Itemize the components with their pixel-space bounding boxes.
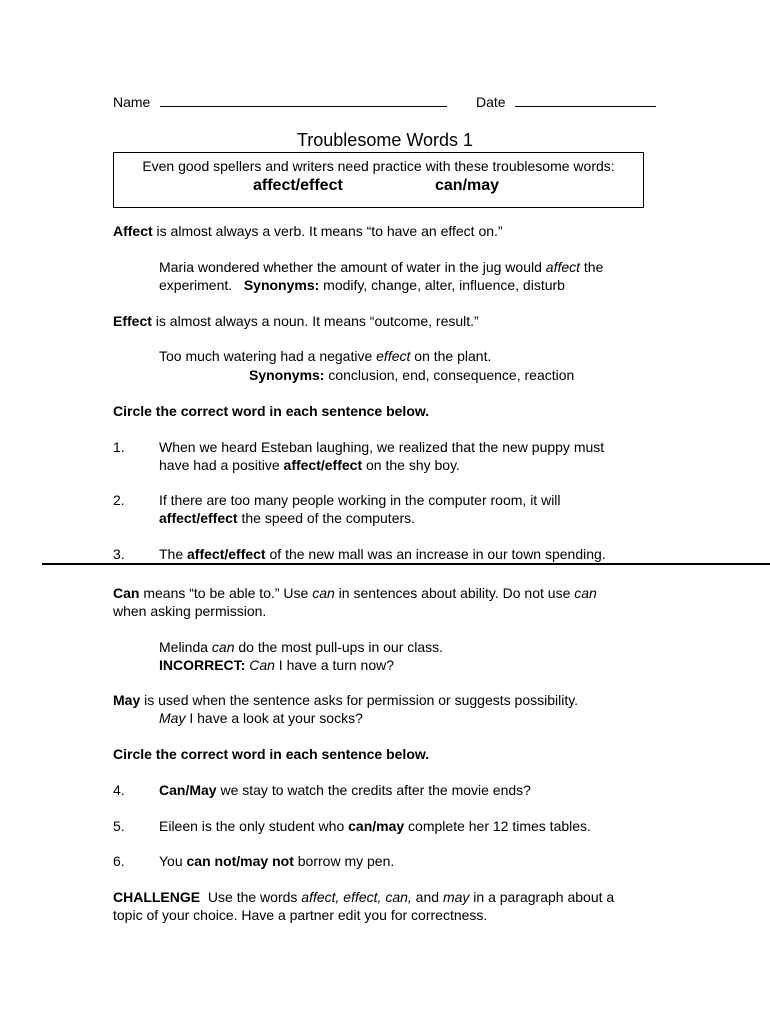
item-number: 6.	[113, 853, 125, 869]
can-example: Melinda can do the most pull-ups in our class.	[159, 639, 444, 655]
choice-can-may[interactable]: Can/May	[159, 782, 217, 798]
word-pair-can-may: can/may	[435, 177, 500, 194]
question-6: You can not/may not borrow my pen.	[159, 853, 395, 869]
question-2-line-1: If there are too many people working in the computer room, it will	[159, 492, 561, 508]
may-definition: May is used when the sentence asks for permission or suggests possibility.	[113, 692, 579, 708]
effect-definition: Effect is almost always a noun. It means “outcome, result.”	[113, 313, 479, 329]
intro-text: Even good spellers and writers need practice with these troublesome words:	[142, 158, 615, 174]
choice-affect-effect[interactable]: affect/effect	[187, 546, 266, 562]
name-field-row	[113, 93, 447, 111]
question-1-line-1: When we heard Esteban laughing, we realized that the new puppy must	[159, 439, 605, 455]
affect-definition: Affect is almost always a verb. It means “to have an effect on.”	[113, 223, 503, 239]
item-number: 3.	[113, 546, 125, 562]
item-number: 1.	[113, 439, 125, 455]
challenge-line-2: topic of your choice. Have a partner edit you for correctness.	[113, 907, 488, 923]
name-blank[interactable]	[160, 94, 447, 107]
date-field-row	[476, 93, 656, 111]
choice-affect-effect[interactable]: affect/effect	[159, 510, 238, 526]
item-number: 4.	[113, 782, 125, 798]
item-number: 2.	[113, 492, 125, 508]
can-incorrect-example: INCORRECT: Can I have a turn now?	[159, 657, 394, 673]
effect-example: Too much watering had a negative effect on the plant.	[159, 348, 492, 364]
effect-synonyms: Synonyms: conclusion, end, consequence, reaction	[249, 367, 575, 383]
section-divider	[42, 563, 770, 565]
choice-affect-effect[interactable]: affect/effect	[283, 457, 363, 473]
affect-example: Maria wondered whether the amount of water in the jug would affect the	[159, 259, 604, 275]
instruction-1: Circle the correct word in each sentence below.	[113, 403, 430, 419]
choice-cannot-maynot[interactable]: can not/may not	[186, 853, 294, 869]
instruction-2: Circle the correct word in each sentence below.	[113, 746, 430, 762]
challenge-line-1: CHALLENGE Use the words affect, effect, can, and may in a paragraph about a	[113, 889, 615, 905]
question-4: Can/May we stay to watch the credits after the movie ends?	[159, 782, 531, 798]
name-label: Name	[113, 94, 151, 110]
date-blank[interactable]	[515, 94, 656, 107]
question-2-line-2: affect/effect the speed of the computers.	[159, 510, 416, 526]
question-5: Eileen is the only student who can/may complete her 12 times tables.	[159, 818, 591, 834]
choice-can-may[interactable]: can/may	[348, 818, 405, 834]
page-title: Troublesome Words 1	[296, 130, 474, 150]
question-3: The affect/effect of the new mall was an increase in our town spending.	[159, 546, 606, 562]
can-definition: Can means “to be able to.” Use can in sentences about ability. Do not use can	[113, 585, 597, 601]
date-label: Date	[476, 94, 506, 110]
word-pair-affect-effect: affect/effect	[253, 177, 343, 194]
item-number: 5.	[113, 818, 125, 834]
question-1-line-2: have had a positive affect/effect on the shy boy.	[159, 457, 460, 473]
can-definition-line-2: when asking permission.	[113, 603, 267, 619]
may-example: May I have a look at your socks?	[159, 710, 363, 726]
affect-synonyms: experiment. Synonyms: modify, change, alter, influence, disturb	[159, 277, 565, 293]
